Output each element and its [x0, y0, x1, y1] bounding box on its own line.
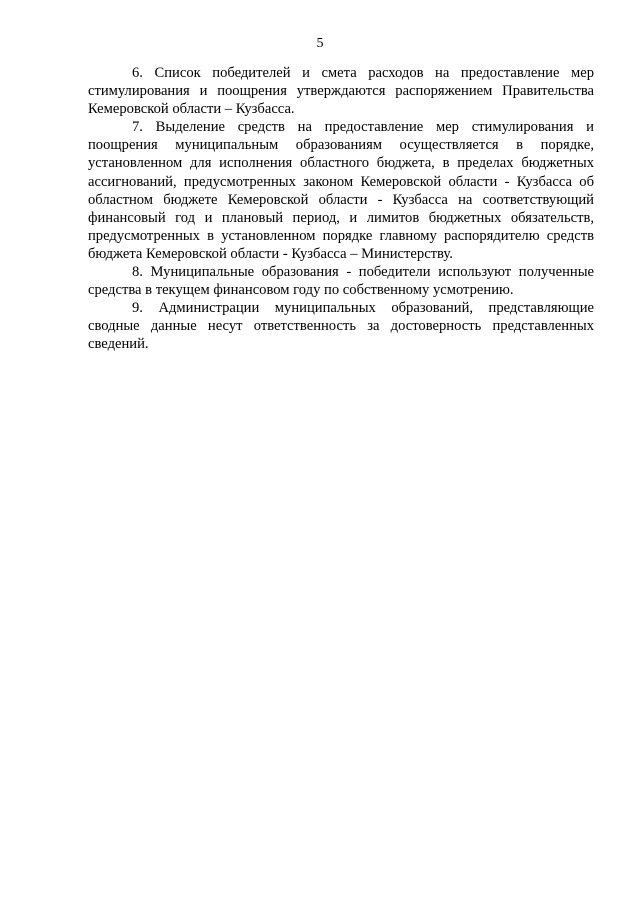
paragraph-8: 8. Муниципальные образования - победители используют полученные средства в текущем финансовом году по собственному усмотрению.	[88, 264, 594, 299]
paragraph-9: 9. Администрации муниципальных образований, представляющие сводные данные несут ответственность за достоверность представленных сведений.	[88, 300, 594, 353]
paragraph-6: 6. Список победителей и смета расходов на предоставление мер стимулирования и поощрения утверждаются распоряжением Правительства Кемеровской области – Кузбасса.	[88, 65, 594, 118]
paragraph-7: 7. Выделение средств на предоставление мер стимулирования и поощрения муниципальным образованиям осуществляется в порядке, установленном для исполнения областного бюджета, в пределах бюджетных ассигнований, предусмотренных законом Кемеровской области - Кузбасса об областном бюджете Кемеровской области - Кузбасса на соответствующий финансовый год и плановый период, и лимитов бюджетных обязательств, предусмотренных в установленном порядке главному распорядителю средств бюджета Кемеровской области - Кузбасса – Министерству.	[88, 119, 594, 262]
page-number: 5	[316, 36, 324, 51]
document-body	[88, 64, 594, 354]
